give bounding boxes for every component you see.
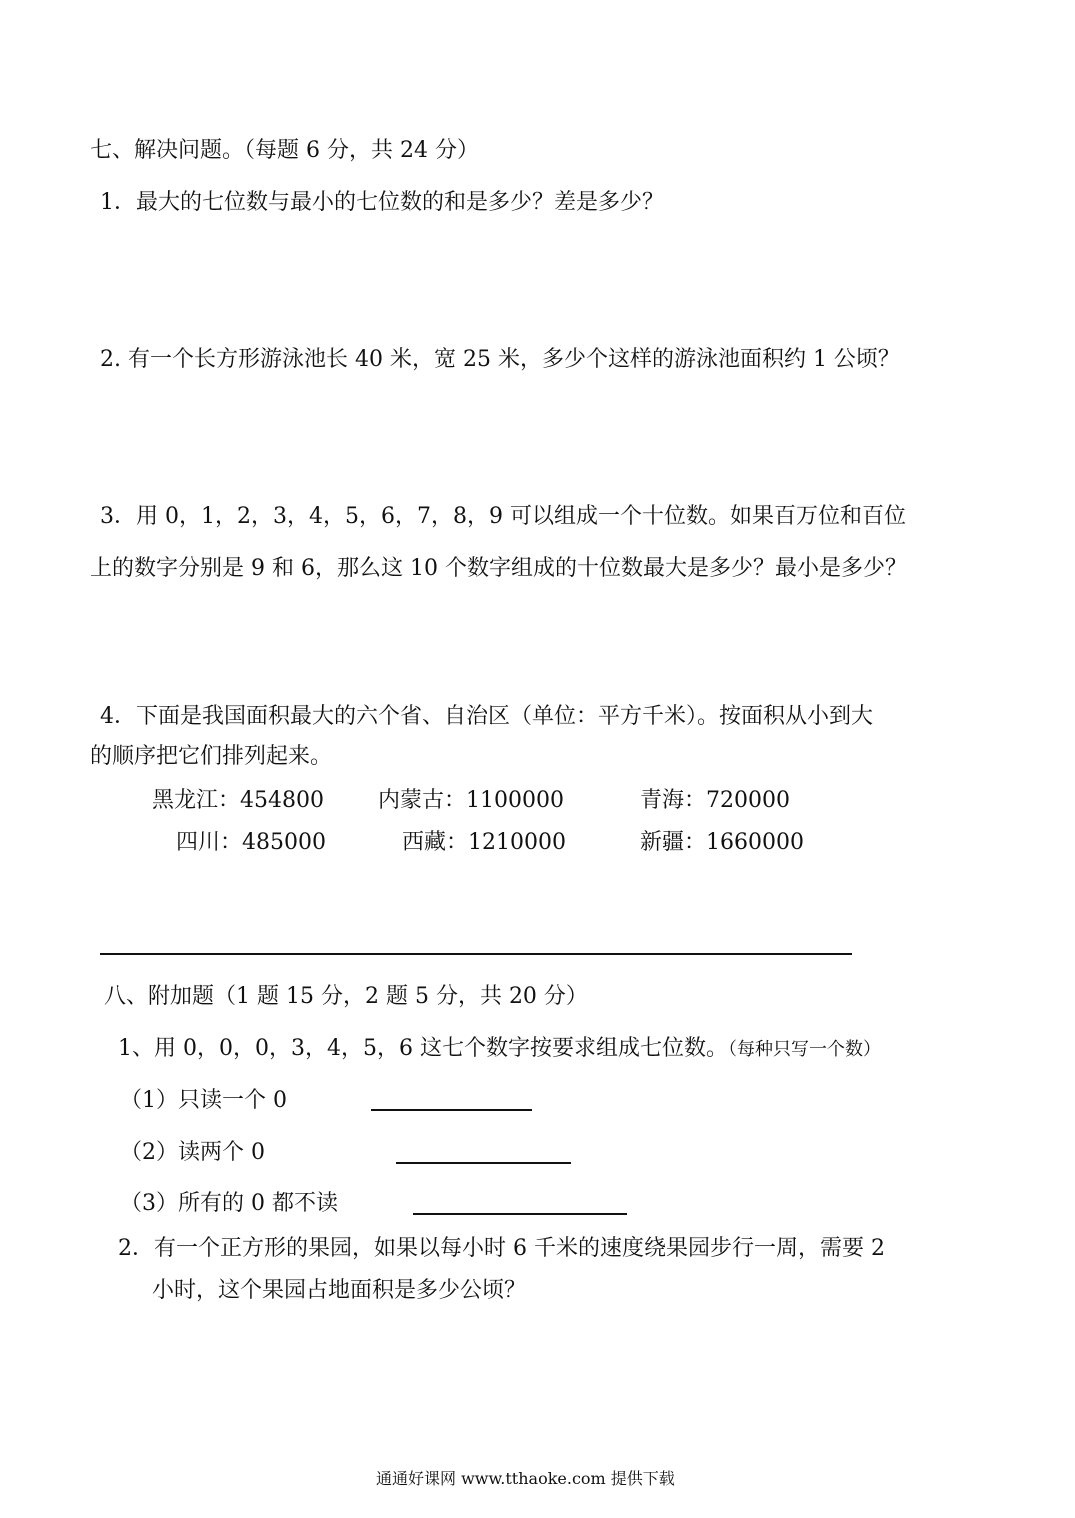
question-8-2-line2: 小时，这个果园占地面积是多少公顷？: [152, 1278, 527, 1303]
question-7-1: 1．最大的七位数与最小的七位数的和是多少？差是多少？: [100, 190, 664, 215]
sub-question-2: （2）读两个 0: [120, 1140, 265, 1165]
area-qinghai: 青海：720000: [640, 788, 790, 813]
question-7-3-line2: 上的数字分别是 9 和 6，那么这 10 个数字组成的十位数最大是多少？最小是多少？: [90, 556, 907, 581]
sub-question-1: （1）只读一个 0: [120, 1088, 287, 1113]
question-7-4-line2: 的顺序把它们排列起来。: [90, 744, 333, 769]
answer-blank-1[interactable]: [371, 1109, 532, 1111]
section-divider: [100, 953, 852, 955]
area-xinjiang: 新疆：1660000: [640, 830, 804, 855]
area-neimenggu: 内蒙古：1100000: [378, 788, 564, 813]
area-xizang: 西藏：1210000: [402, 830, 566, 855]
footer-credit: 通通好课网 www.tthaoke.com 提供下载: [376, 1469, 675, 1488]
question-8-1-note: （每种只写一个数）: [727, 1039, 881, 1060]
answer-blank-3[interactable]: [413, 1213, 627, 1215]
area-sichuan: 四川：485000: [176, 830, 326, 855]
section8-heading: 八、附加题（1 题 15 分，2 题 5 分，共 20 分）: [104, 984, 588, 1009]
question-7-2: 2. 有一个长方形游泳池长 40 米，宽 25 米，多少个这样的游泳池面积约 1 公顷？: [100, 347, 900, 372]
sub-question-3: （3）所有的 0 都不读: [120, 1191, 338, 1216]
question-8-1: [118, 1038, 881, 1060]
question-8-1-text: 1、用 0，0，0，3，4，5，6 这七个数字按要求组成七位数。: [118, 1036, 728, 1061]
section7-heading: 七、解决问题。（每题 6 分，共 24 分）: [90, 138, 479, 163]
question-8-2-line1: 2．有一个正方形的果园，如果以每小时 6 千米的速度绕果园步行一周，需要 2: [118, 1236, 885, 1261]
question-7-3-line1: 3．用 0，1，2，3，4，5，6，7，8，9 可以组成一个十位数。如果百万位和百位: [100, 504, 906, 529]
question-7-4-line1: 4．下面是我国面积最大的六个省、自治区（单位：平方千米）。按面积从小到大: [100, 704, 873, 729]
area-heilongjiang: 黑龙江：454800: [152, 788, 324, 813]
answer-blank-2[interactable]: [396, 1162, 571, 1164]
